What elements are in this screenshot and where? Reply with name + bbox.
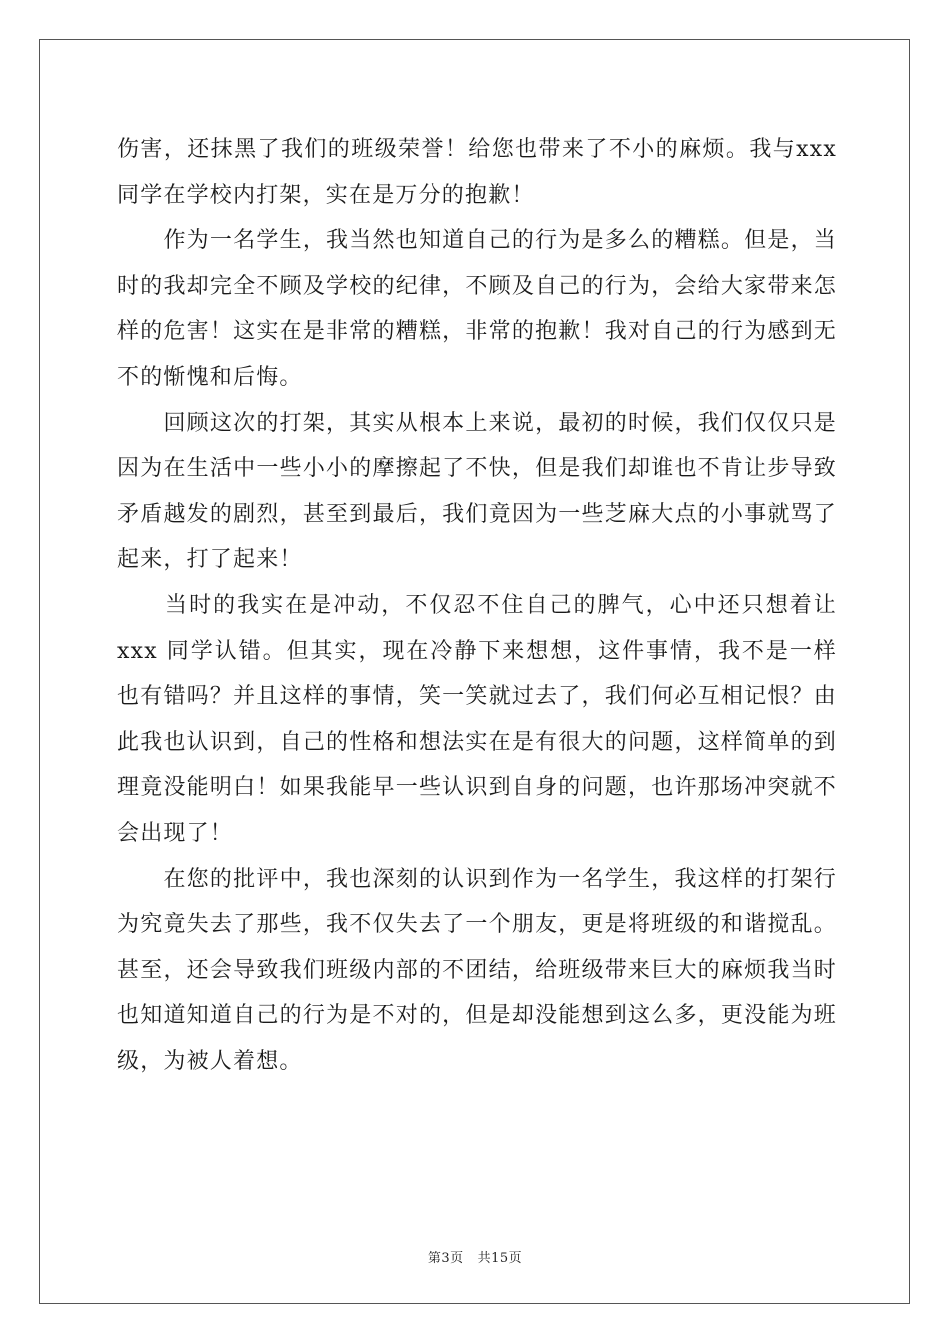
document-body — [117, 127, 846, 1084]
paragraph-2: 作为一名学生，我当然也知道自己的行为是多么的糟糕。但是，当时的我却完全不顾及学校的纪律，不顾及自己的行为，会给大家带来怎样的危害！这实在是非常的糟糕，非常的抱歉！我对自己的行为感到无不的惭愧和后悔。 — [117, 228, 837, 390]
page-footer — [0, 1247, 950, 1266]
paragraph-4: 当时的我实在是冲动，不仅忍不住自己的脾气，心中还只想着让xxx 同学认错。但其实，现在冷静下来想想，这件事情，我不是一样也有错吗？并且这样的事情，笑一笑就过去了，我们何必互相记恨？由此我也认识到，自己的性格和想法实在是有很大的问题，这样简单的到理竟没能明白！如果我能早一些认识到自身的问题，也许那场冲突就不会出现了！ — [117, 592, 837, 846]
page-total: 共15页 — [477, 1251, 523, 1266]
paragraph-5: 在您的批评中，我也深刻的认识到作为一名学生，我这样的打架行为究竟失去了那些，我不仅失去了一个朋友，更是将班级的和谐搅乱。甚至，还会导致我们班级内部的不团结，给班级带来巨大的麻烦我当时也知道知道自己的行为是不对的，但是却没能想到这么多，更没能为班级，为被人着想。 — [117, 866, 837, 1074]
paragraph-1: 伤害，还抹黑了我们的班级荣誉！给您也带来了不小的麻烦。我与xxx 同学在学校内打架，实在是万分的抱歉！ — [117, 137, 846, 208]
page-number: 第3页 — [427, 1251, 464, 1266]
paragraph-3: 回顾这次的打架，其实从根本上来说，最初的时候，我们仅仅只是因为在生活中一些小小的摩擦起了不快，但是我们却谁也不肯让步导致矛盾越发的剧烈，甚至到最后，我们竟因为一些芝麻大点的小事就骂了起来，打了起来！ — [117, 410, 837, 573]
